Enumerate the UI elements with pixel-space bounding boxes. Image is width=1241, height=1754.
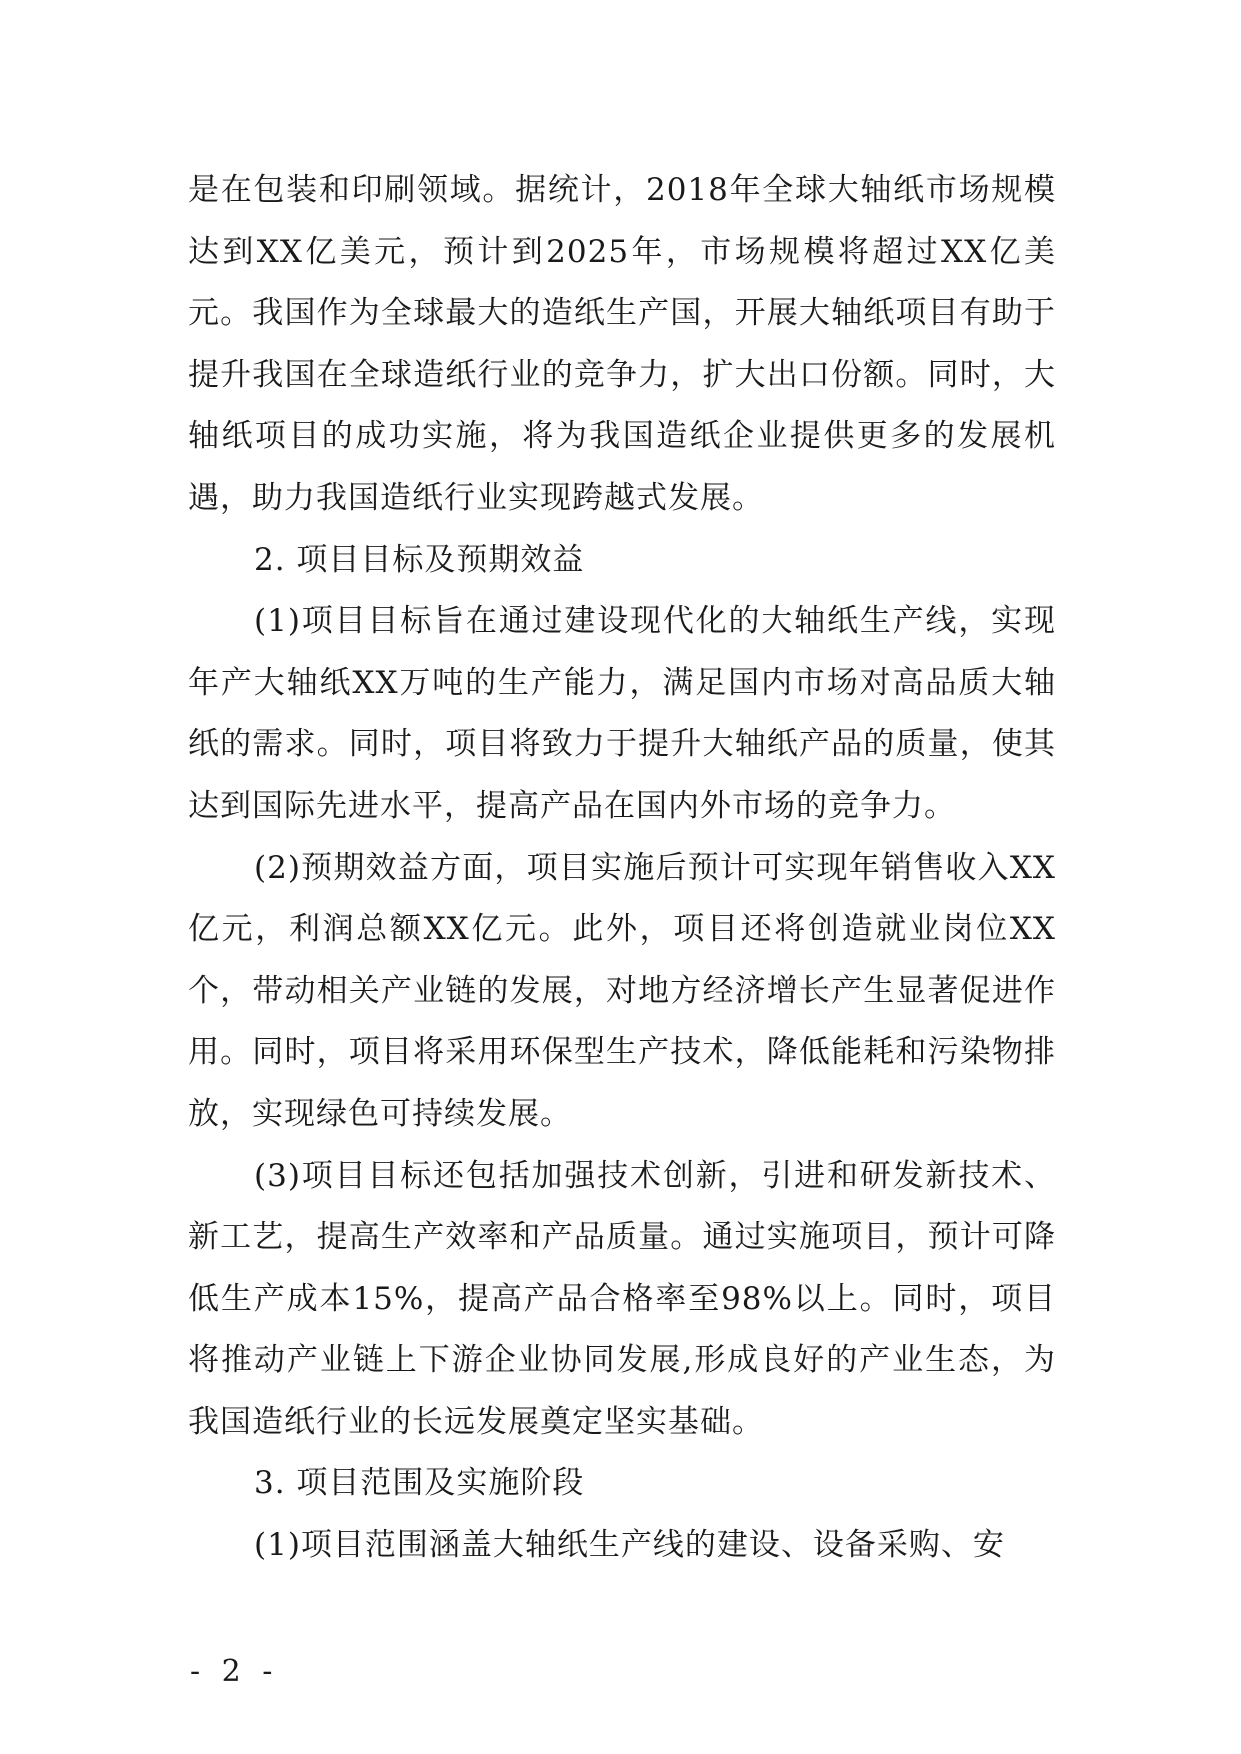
paragraph-expected-benefits-2: (2)预期效益方面，项目实施后预计可实现年销售收入XX亿元，利润总额XX亿元。此外，项目还将创造就业岗位XX个，带动相关产业链的发展，对地方经济增长产生显著促进作用。同时，项目将采用环保型生产技术，降低能耗和污染物排放，实现绿色可持续发展。 xyxy=(188,849,1056,1132)
page-number: - 2 - xyxy=(190,1654,279,1689)
paragraph-objective-3: (3)项目目标还包括加强技术创新，引进和研发新技术、新工艺，提高生产效率和产品质量。通过实施项目，预计可降低生产成本15%，提高产品合格率至98%以上。同时，项目将推动产业链上下游企业协同发展,形成良好的产业生态，为我国造纸行业的长远发展奠定坚实基础。 xyxy=(188,1157,1056,1440)
section-heading-objectives-benefits: 2. 项目目标及预期效益 xyxy=(254,541,585,578)
paragraph-scope-1: (1)项目范围涵盖大轴纸生产线的建设、设备采购、安 xyxy=(254,1527,1005,1564)
section-heading-scope-phases: 3. 项目范围及实施阶段 xyxy=(254,1465,585,1502)
paragraph-objective-1: (1)项目目标旨在通过建设现代化的大轴纸生产线，实现年产大轴纸XX万吨的生产能力，满足国内市场对高品质大轴纸的需求。同时，项目将致力于提升大轴纸产品的质量，使其达到国际先进水平，提高产品在国内外市场的竞争力。 xyxy=(188,603,1056,824)
document-body xyxy=(188,160,1056,1577)
paragraph-market-context: 是在包装和印刷领域。据统计，2018年全球大轴纸市场规模达到XX亿美元，预计到2025年，市场规模将超过XX亿美元。我国作为全球最大的造纸生产国，开展大轴纸项目有助于提升我国在全球造纸行业的竞争力，扩大出口份额。同时，大轴纸项目的成功实施，将为我国造纸企业提供更多的发展机遇，助力我国造纸行业实现跨越式发展。 xyxy=(188,172,1056,516)
